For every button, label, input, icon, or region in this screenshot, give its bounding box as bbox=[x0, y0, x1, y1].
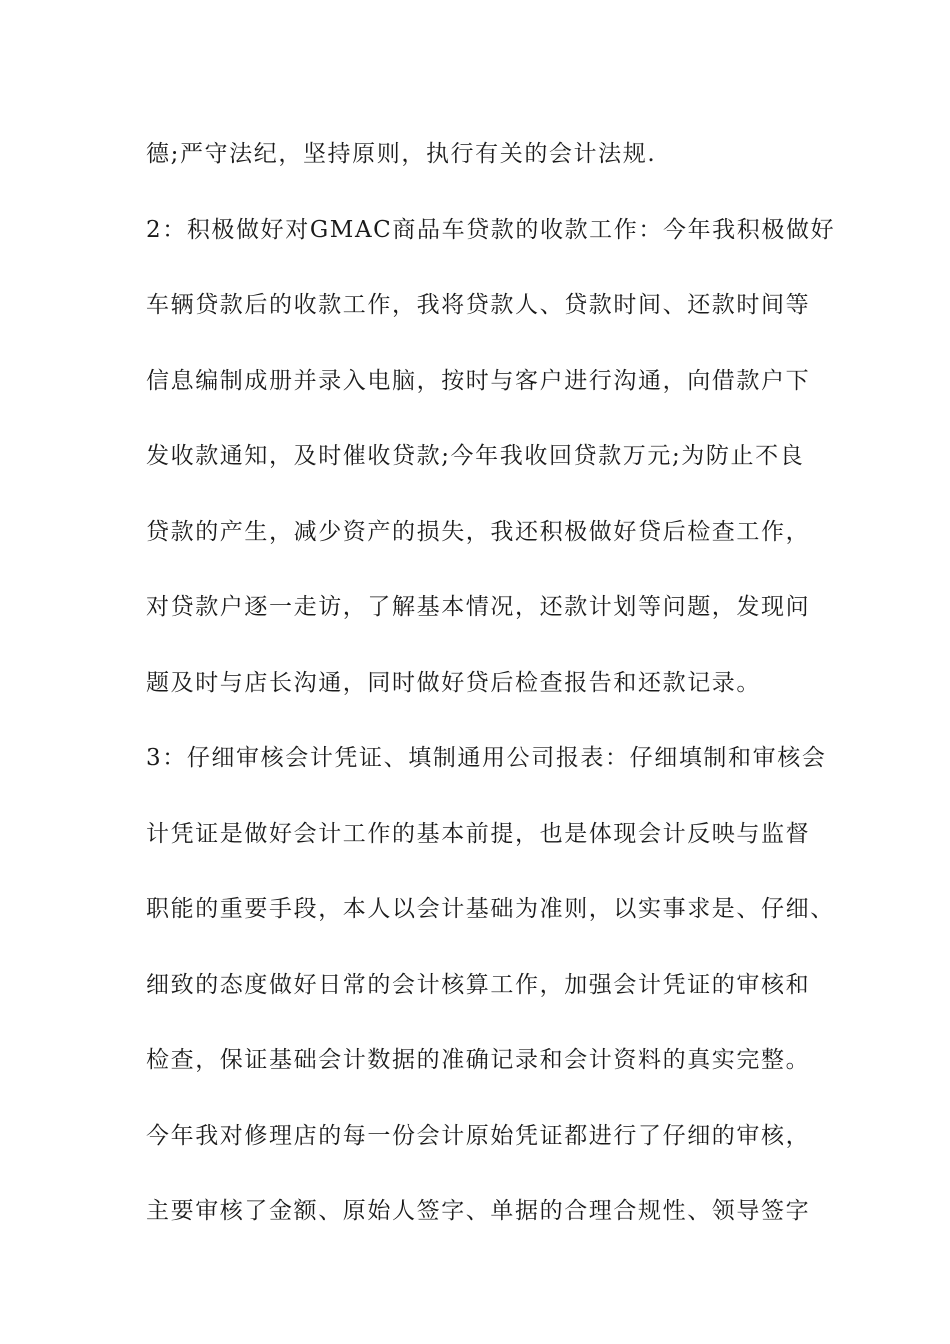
text-line: 检查，保证基础会计数据的准确记录和会计资料的真实完整。 bbox=[146, 1047, 811, 1073]
text-line: 2：积极做好对GMAC商品车贷款的收款工作：今年我积极做好 bbox=[146, 216, 836, 243]
text-line: 计凭证是做好会计工作的基本前提，也是体现会计反映与监督 bbox=[146, 820, 811, 847]
text-line: 细致的态度做好日常的会计核算工作，加强会计凭证的审核和 bbox=[146, 971, 811, 998]
text-line: 信息编制成册并录入电脑，按时与客户进行沟通，向借款户下 bbox=[146, 367, 811, 394]
body-text bbox=[146, 132, 846, 1265]
text-line: 今年我对修理店的每一份会计原始凭证都进行了仔细的审核， bbox=[146, 1122, 811, 1149]
text-line: 发收款通知，及时催收贷款;今年我收回贷款万元;为防止不良 bbox=[146, 443, 805, 469]
text-line: 职能的重要手段，本人以会计基础为准则，以实事求是、仔细、 bbox=[146, 896, 835, 922]
text-line: 贷款的产生，减少资产的损失，我还积极做好贷后检查工作， bbox=[146, 518, 811, 545]
text-line: 对贷款户逐一走访，了解基本情况，还款计划等问题，发现问 bbox=[146, 594, 811, 620]
text-line: 车辆贷款后的收款工作，我将贷款人、贷款时间、还款时间等 bbox=[146, 292, 811, 318]
text-line: 3：仔细审核会计凭证、填制通用公司报表：仔细填制和审核会 bbox=[146, 745, 827, 771]
text-line: 德;严守法纪，坚持原则，执行有关的会计法规. bbox=[146, 141, 657, 167]
text-line: 主要审核了金额、原始人签字、单据的合理合规性、领导签字 bbox=[146, 1198, 811, 1224]
text-line: 题及时与店长沟通，同时做好贷后检查报告和还款记录。 bbox=[146, 669, 761, 696]
